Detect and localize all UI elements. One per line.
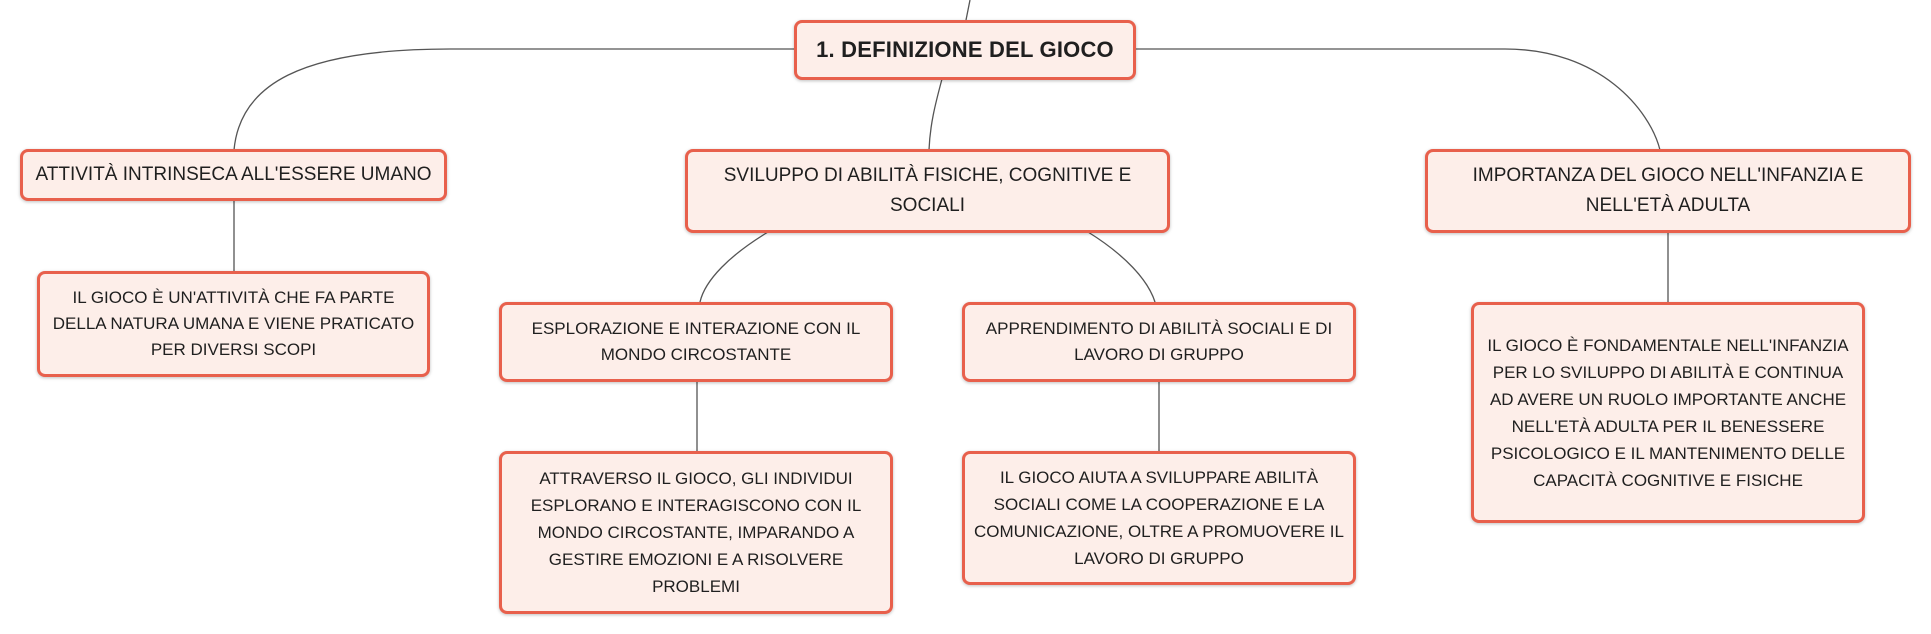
branch-2-label: SVILUPPO DI ABILITÀ FISICHE, COGNITIVE E SOCIALI: [723, 165, 1132, 216]
connector-branch-2-to-child-2: [1088, 232, 1155, 302]
branch-3-label: IMPORTANZA DEL GIOCO NELL'INFANZIA E NELL'ETÀ ADULTA: [1472, 165, 1864, 216]
child-2-node[interactable]: [962, 302, 1356, 382]
connector-branch-2-to-child-1: [700, 232, 768, 302]
connector-parent-to-root: [966, 0, 970, 20]
child-1-detail-text: ATTRAVERSO IL GIOCO, GLI INDIVIDUI ESPLORANO E INTERAGISCONO CON IL MONDO CIRCOSTANTE, IMPARANDO A GESTIRE EMOZIONI E A RISOLVERE PROBLEMI: [530, 469, 862, 596]
root-label: 1. DEFINIZIONE DEL GIOCO: [816, 37, 1114, 62]
branch-1-detail-text: IL GIOCO È UN'ATTIVITÀ CHE FA PARTE DELLA NATURA UMANA E VIENE PRATICATO PER DIVERSI SCOPI: [52, 288, 415, 359]
branch-2-node[interactable]: [685, 149, 1170, 233]
child-1-detail-node[interactable]: [499, 451, 893, 614]
connector-root-to-branch-1: [234, 49, 795, 150]
branch-3-node[interactable]: [1425, 149, 1911, 233]
child-1-node[interactable]: [499, 302, 893, 382]
branch-1-node[interactable]: [20, 149, 447, 201]
branch-1-detail-node[interactable]: [37, 271, 430, 377]
root-node[interactable]: [794, 20, 1136, 80]
child-1-label: ESPLORAZIONE E INTERAZIONE CON IL MONDO CIRCOSTANTE: [531, 319, 861, 364]
child-2-detail-node[interactable]: [962, 451, 1356, 585]
branch-1-label: ATTIVITÀ INTRINSECA ALL'ESSERE UMANO: [35, 164, 432, 185]
branch-3-detail-text: IL GIOCO È FONDAMENTALE NELL'INFANZIA PER LO SVILUPPO DI ABILITÀ E CONTINUA AD AVERE UN RUOLO IMPORTANTE ANCHE NELL'ETÀ ADULTA PER IL BENESSERE PSICOLOGICO E IL MANTENIMENTO DELLE CAPACITÀ COGNITIVE E FISICHE: [1487, 335, 1849, 490]
child-2-label: APPRENDIMENTO DI ABILITÀ SOCIALI E DI LAVORO DI GRUPPO: [985, 319, 1333, 364]
branch-3-detail-node[interactable]: [1471, 302, 1865, 523]
connector-root-to-branch-2: [929, 79, 942, 150]
child-2-detail-text: IL GIOCO AIUTA A SVILUPPARE ABILITÀ SOCIALI COME LA COOPERAZIONE E LA COMUNICAZIONE, OLTRE A PROMUOVERE IL LAVORO DI GRUPPO: [974, 468, 1344, 568]
connector-root-to-branch-3: [1135, 49, 1660, 150]
